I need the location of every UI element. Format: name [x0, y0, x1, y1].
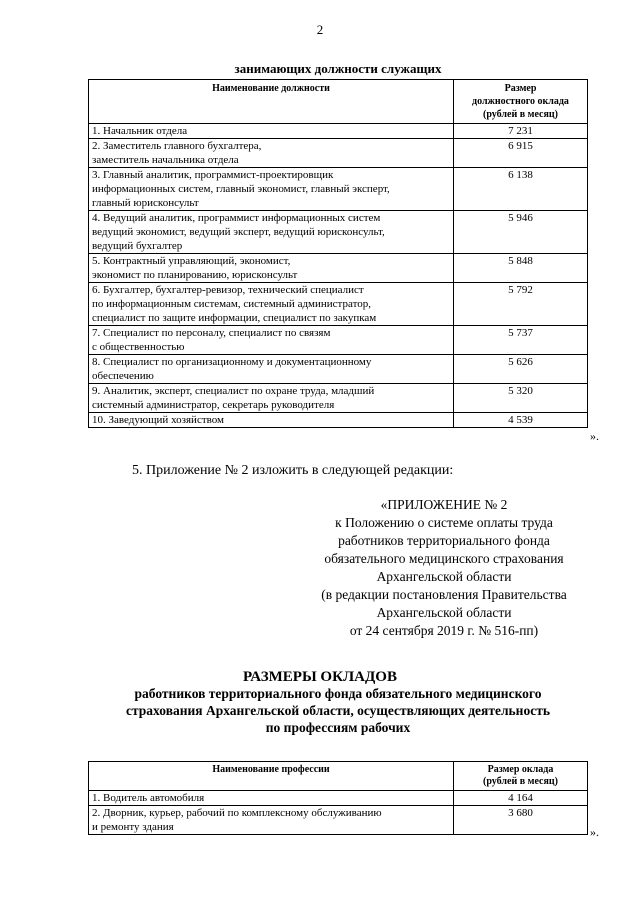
row-name-cell [89, 139, 454, 168]
salary-value-cell: 5 946 [454, 211, 588, 254]
appendix-line: Архангельской области [376, 569, 512, 584]
header-line: Размер оклада [487, 764, 554, 775]
table-header-row [89, 762, 588, 791]
row-name-line: с общественностью [92, 341, 185, 353]
row-name-line: и ремонту здания [92, 821, 174, 833]
salary-table-workers [88, 761, 588, 835]
row-name-cell [89, 211, 454, 254]
row-name-line: заместитель начальника отдела [92, 154, 239, 166]
row-name-line: 2. Заместитель главного бухгалтера, [92, 140, 262, 152]
row-name-cell [89, 254, 454, 283]
row-name-line: 4. Ведущий аналитик, программист информационных систем [92, 212, 381, 224]
salary-value-cell: 7 231 [454, 124, 588, 139]
table-row [89, 791, 588, 806]
column-header-profession: Наименование профессии [89, 762, 454, 791]
page-number: 2 [316, 22, 324, 37]
header-line: должностного оклада [472, 96, 569, 107]
row-name-cell [89, 384, 454, 413]
table-row [89, 283, 588, 326]
row-name-cell [89, 355, 454, 384]
appendix-header-block [300, 496, 588, 640]
column-header-salary [454, 762, 588, 791]
row-name-line: информационных систем, главный экономист, главный эксперт, [92, 183, 390, 195]
row-name-line: 2. Дворник, курьер, рабочий по комплексному обслуживанию [92, 807, 382, 819]
table-row [89, 254, 588, 283]
subtitle-line: по профессиям рабочих [265, 720, 411, 735]
row-name-cell [89, 791, 454, 806]
salary-value-cell: 5 320 [454, 384, 588, 413]
row-name-line: 3. Главный аналитик, программист-проектировщик [92, 169, 334, 181]
appendix-line: «ПРИЛОЖЕНИЕ № 2 [380, 497, 508, 512]
row-name-line: 6. Бухгалтер, бухгалтер-ревизор, технический специалист [92, 284, 364, 296]
section-title: РАЗМЕРЫ ОКЛАДОВ [243, 669, 397, 685]
table2-closing-quote: ». [590, 825, 599, 839]
column-header-position: Наименование должности [89, 80, 454, 124]
salary-value-cell: 5 848 [454, 254, 588, 283]
appendix-line: работников территориального фонда [338, 533, 550, 548]
salary-value-cell: 6 138 [454, 168, 588, 211]
row-name-line: 1. Водитель автомобиля [92, 792, 205, 804]
table-row [89, 806, 588, 835]
appendix-line: (в редакции постановления Правительства [321, 587, 567, 602]
column-header-salary [454, 80, 588, 124]
row-name-cell [89, 283, 454, 326]
salary-value-cell: 4 539 [454, 413, 588, 428]
table-row [89, 413, 588, 428]
appendix-line: обязательного медицинского страхования [324, 551, 564, 566]
row-name-cell [89, 168, 454, 211]
table-row [89, 211, 588, 254]
subtitle-line: работников территориального фонда обязательного медицинского [134, 686, 542, 701]
row-name-line: по информационным системам, системный администратор, [92, 298, 372, 310]
row-name-line: 9. Аналитик, эксперт, специалист по охране труда, младший [92, 385, 375, 397]
appendix-line: к Положению о системе оплаты труда [335, 515, 553, 530]
table-row [89, 168, 588, 211]
row-name-line: 5. Контрактный управляющий, экономист, [92, 255, 291, 267]
table-row [89, 139, 588, 168]
salary-value-cell: 5 626 [454, 355, 588, 384]
row-name-line: 8. Специалист по организационному и документационному [92, 356, 372, 368]
appendix-line: Архангельской области [376, 605, 512, 620]
salary-table-employees [88, 79, 588, 428]
subtitle-line: страхования Архангельской области, осуществляющих деятельность [126, 703, 550, 718]
appendix-line: от 24 сентября 2019 г. № 516-пп) [349, 623, 539, 638]
section-subtitle [88, 685, 588, 736]
table-row [89, 326, 588, 355]
table-row [89, 384, 588, 413]
row-name-line: 7. Специалист по персоналу, специалист по связям [92, 327, 331, 339]
row-name-line: главный юрисконсульт [92, 197, 199, 209]
table-row [89, 355, 588, 384]
row-name-line: системный администратор, секретарь руководителя [92, 399, 335, 411]
salary-value-cell: 3 680 [454, 806, 588, 835]
table-row [89, 124, 588, 139]
salary-value-cell: 4 164 [454, 791, 588, 806]
paragraph-item-5: 5. Приложение № 2 изложить в следующей редакции: [132, 463, 454, 478]
row-name-line: обеспечению [92, 370, 154, 382]
row-name-cell [89, 413, 454, 428]
row-name-line: экономист по планированию, юрисконсульт [92, 269, 298, 281]
salary-value-cell: 6 915 [454, 139, 588, 168]
header-line: Размер [504, 83, 537, 94]
row-name-line: 10. Заведующий хозяйством [92, 414, 224, 426]
row-name-cell [89, 806, 454, 835]
row-name-cell [89, 326, 454, 355]
row-name-line: ведущий экономист, ведущий эксперт, ведущий юрисконсульт, [92, 226, 385, 238]
header-line: (рублей в месяц) [483, 109, 558, 120]
row-name-cell [89, 124, 454, 139]
table1-closing-quote: ». [590, 429, 599, 443]
salary-value-cell: 5 792 [454, 283, 588, 326]
row-name-line: ведущий бухгалтер [92, 240, 183, 252]
row-name-line: 1. Начальник отдела [92, 125, 188, 137]
salary-value-cell: 5 737 [454, 326, 588, 355]
row-name-line: специалист по защите информации, специалист по закупкам [92, 312, 377, 324]
table-header-row [89, 80, 588, 124]
table1-caption: занимающих должности служащих [234, 61, 442, 76]
header-line: (рублей в месяц) [483, 776, 558, 787]
